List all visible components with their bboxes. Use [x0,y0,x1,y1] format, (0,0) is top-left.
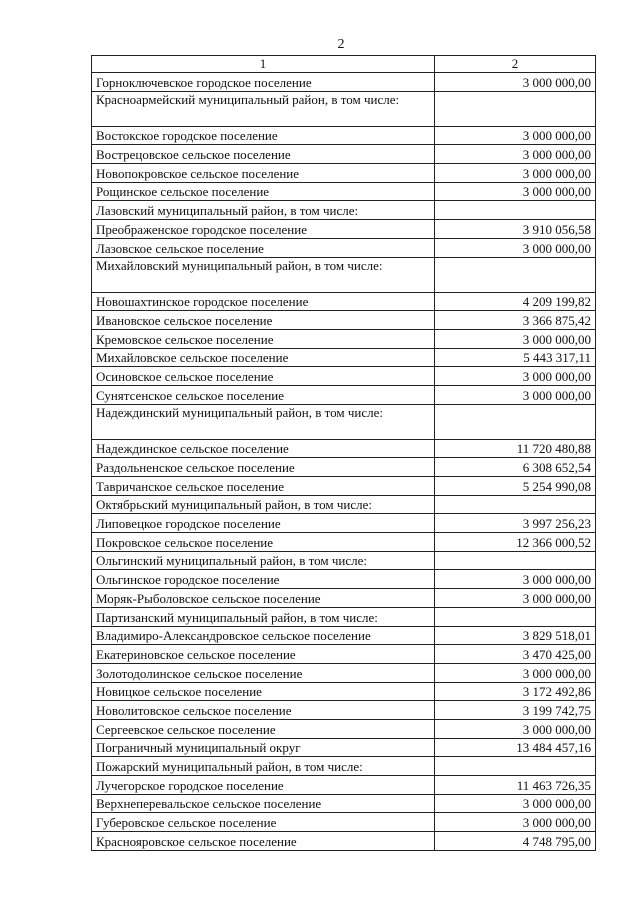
table-header-row [92,56,596,73]
table-row [92,73,596,92]
table-row [92,551,596,570]
row-name-cell: Ольгинское городское поселение [92,570,435,589]
column-header-2: 2 [435,56,596,73]
table-row [92,776,596,795]
row-value-cell [435,404,596,439]
table-row [92,404,596,439]
row-value-cell: 3 000 000,00 [435,238,596,257]
row-value-cell: 3 000 000,00 [435,385,596,404]
row-value-cell: 3 000 000,00 [435,329,596,348]
row-name-cell: Партизанский муниципальный район, в том числе: [92,607,435,626]
row-value-cell: 5 443 317,11 [435,348,596,367]
row-name-cell: Сергеевское сельское поселение [92,719,435,738]
table-row [92,292,596,311]
row-value-cell: 3 910 056,58 [435,220,596,239]
table-row [92,645,596,664]
row-name-cell: Екатериновское сельское поселение [92,645,435,664]
row-value-cell: 3 000 000,00 [435,126,596,145]
row-name-cell: Новицкое сельское поселение [92,682,435,701]
row-name-cell: Красноармейский муниципальный район, в том числе: [92,91,435,126]
row-value-cell: 3 172 492,86 [435,682,596,701]
table-row [92,164,596,183]
table-row [92,832,596,851]
row-value-cell: 3 000 000,00 [435,719,596,738]
row-value-cell: 3 829 518,01 [435,626,596,645]
row-name-cell: Ольгинский муниципальный район, в том числе: [92,551,435,570]
row-name-cell: Новолитовское сельское поселение [92,701,435,720]
row-value-cell: 4 748 795,00 [435,832,596,851]
table-row [92,145,596,164]
table-row [92,719,596,738]
row-name-cell: Сунятсенское сельское поселение [92,385,435,404]
table-row [92,126,596,145]
row-value-cell: 6 308 652,54 [435,458,596,477]
table-row [92,311,596,330]
table-row [92,757,596,776]
row-name-cell: Золотодолинское сельское поселение [92,663,435,682]
row-value-cell: 3 000 000,00 [435,164,596,183]
table-row [92,238,596,257]
row-name-cell: Липовецкое городское поселение [92,514,435,533]
table-row [92,794,596,813]
row-value-cell: 3 000 000,00 [435,570,596,589]
row-value-cell: 3 470 425,00 [435,645,596,664]
row-name-cell: Вострецовское сельское поселение [92,145,435,164]
row-value-cell: 3 000 000,00 [435,145,596,164]
row-value-cell: 3 000 000,00 [435,813,596,832]
table-row [92,385,596,404]
row-name-cell: Пограничный муниципальный округ [92,738,435,757]
table-row [92,701,596,720]
row-name-cell: Горноключевское городское поселение [92,73,435,92]
row-name-cell: Рощинское сельское поселение [92,182,435,201]
row-name-cell: Осиновское сельское поселение [92,367,435,386]
table-row [92,607,596,626]
row-name-cell: Лучегорское городское поселение [92,776,435,795]
row-name-cell: Кремовское сельское поселение [92,329,435,348]
row-value-cell [435,257,596,292]
table-row [92,514,596,533]
table-row [92,348,596,367]
table-row [92,477,596,496]
row-value-cell: 11 463 726,35 [435,776,596,795]
table-row [92,626,596,645]
row-name-cell: Востокское городское поселение [92,126,435,145]
row-name-cell: Краснояровское сельское поселение [92,832,435,851]
row-value-cell: 4 209 199,82 [435,292,596,311]
table-row [92,663,596,682]
table-row [92,570,596,589]
table-row [92,738,596,757]
row-value-cell: 3 199 742,75 [435,701,596,720]
row-name-cell: Покровское сельское поселение [92,533,435,552]
row-name-cell: Преображенское городское поселение [92,220,435,239]
column-header-1: 1 [92,56,435,73]
row-name-cell: Новошахтинское городское поселение [92,292,435,311]
row-name-cell: Октябрьский муниципальный район, в том числе: [92,495,435,514]
table-row [92,589,596,608]
row-value-cell: 3 000 000,00 [435,589,596,608]
table-row [92,439,596,458]
table-row [92,813,596,832]
row-value-cell [435,551,596,570]
table-row [92,682,596,701]
row-name-cell: Михайловское сельское поселение [92,348,435,367]
table-body [92,56,596,851]
row-value-cell: 3 000 000,00 [435,367,596,386]
row-value-cell: 3 000 000,00 [435,663,596,682]
row-name-cell: Верхнеперевальское сельское поселение [92,794,435,813]
row-name-cell: Раздольненское сельское поселение [92,458,435,477]
row-value-cell [435,757,596,776]
row-name-cell: Михайловский муниципальный район, в том числе: [92,257,435,292]
table-row [92,533,596,552]
row-value-cell: 3 000 000,00 [435,73,596,92]
row-value-cell: 3 366 875,42 [435,311,596,330]
row-value-cell: 3 997 256,23 [435,514,596,533]
table-row [92,458,596,477]
table-row [92,201,596,220]
row-value-cell: 5 254 990,08 [435,477,596,496]
row-value-cell [435,201,596,220]
table-row [92,367,596,386]
row-name-cell: Тавричанское сельское поселение [92,477,435,496]
table-row [92,257,596,292]
row-name-cell: Лазовский муниципальный район, в том числе: [92,201,435,220]
page-number: 2 [337,37,345,52]
table-row [92,220,596,239]
row-value-cell: 3 000 000,00 [435,182,596,201]
row-name-cell: Пожарский муниципальный район, в том числе: [92,757,435,776]
row-value-cell: 3 000 000,00 [435,794,596,813]
row-name-cell: Ивановское сельское поселение [92,311,435,330]
table-row [92,91,596,126]
row-value-cell: 12 366 000,52 [435,533,596,552]
row-name-cell: Новопокровское сельское поселение [92,164,435,183]
row-name-cell: Моряк-Рыболовское сельское поселение [92,589,435,608]
row-name-cell: Губеровское сельское поселение [92,813,435,832]
row-name-cell: Владимиро-Александровское сельское поселение [92,626,435,645]
row-value-cell: 13 484 457,16 [435,738,596,757]
row-value-cell [435,607,596,626]
table-row [92,329,596,348]
row-value-cell: 11 720 480,88 [435,439,596,458]
table-row [92,182,596,201]
table-row [92,495,596,514]
row-value-cell [435,91,596,126]
row-name-cell: Надеждинский муниципальный район, в том числе: [92,404,435,439]
row-name-cell: Надеждинское сельское поселение [92,439,435,458]
row-value-cell [435,495,596,514]
allocation-table [91,55,596,851]
row-name-cell: Лазовское сельское поселение [92,238,435,257]
